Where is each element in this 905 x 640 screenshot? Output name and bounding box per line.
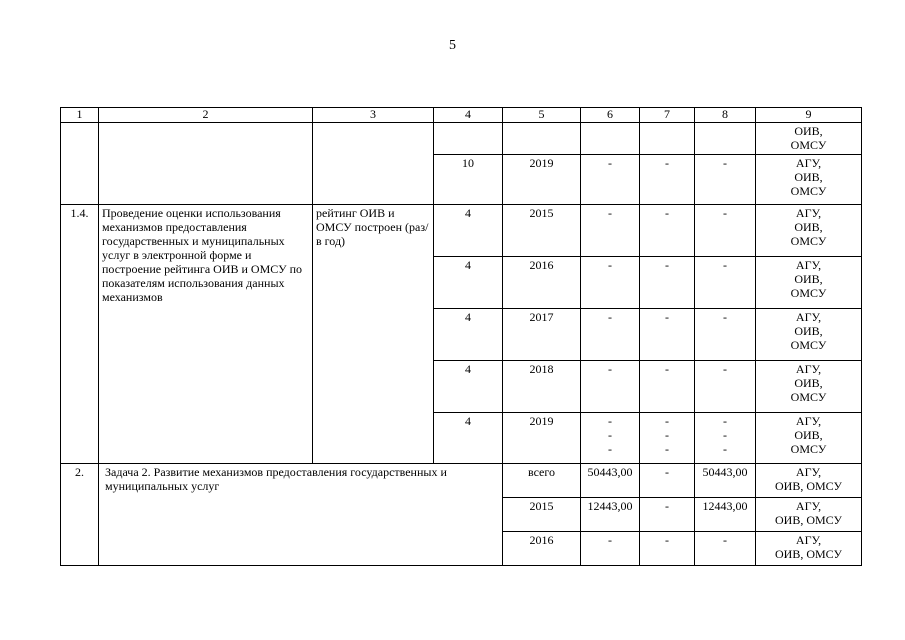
executor-cell: АГУ, ОИВ, ОМСУ bbox=[756, 532, 862, 566]
year-cell: 2016 bbox=[503, 257, 581, 309]
executor-cell: АГУ, ОИВ, ОМСУ bbox=[756, 309, 862, 361]
value-cell: - bbox=[695, 532, 756, 566]
value-cell: - bbox=[581, 309, 640, 361]
number-cell bbox=[61, 123, 99, 205]
year-cell: 2015 bbox=[503, 498, 581, 532]
value-cell: - bbox=[640, 257, 695, 309]
value-cell: - bbox=[695, 257, 756, 309]
value-cell: - - - bbox=[581, 413, 640, 464]
value-cell: - bbox=[695, 155, 756, 205]
header-cell: 9 bbox=[756, 108, 862, 123]
year-cell: 2019 bbox=[503, 413, 581, 464]
value-cell: 4 bbox=[434, 309, 503, 361]
value-cell: 4 bbox=[434, 205, 503, 257]
header-cell: 5 bbox=[503, 108, 581, 123]
value-cell: - - - bbox=[695, 413, 756, 464]
value-cell: - bbox=[581, 205, 640, 257]
number-cell: 2. bbox=[61, 464, 99, 566]
value-cell bbox=[434, 123, 503, 155]
value-cell: 50443,00 bbox=[695, 464, 756, 498]
executor-cell: АГУ, ОИВ, ОМСУ bbox=[756, 205, 862, 257]
header-cell: 8 bbox=[695, 108, 756, 123]
header-cell: 2 bbox=[99, 108, 313, 123]
value-cell: - bbox=[640, 498, 695, 532]
year-cell: 2017 bbox=[503, 309, 581, 361]
value-cell: - bbox=[581, 361, 640, 413]
header-cell: 1 bbox=[61, 108, 99, 123]
executor-cell: ОИВ, ОМСУ bbox=[756, 123, 862, 155]
name-cell bbox=[99, 123, 313, 205]
value-cell bbox=[640, 123, 695, 155]
value-cell: - bbox=[581, 532, 640, 566]
table-row bbox=[61, 464, 862, 498]
value-cell: 10 bbox=[434, 155, 503, 205]
executor-cell: АГУ, ОИВ, ОМСУ bbox=[756, 361, 862, 413]
executor-cell: АГУ, ОИВ, ОМСУ bbox=[756, 464, 862, 498]
indicator-cell: рейтинг ОИВ и ОМСУ построен (раз/в год) bbox=[313, 205, 434, 464]
value-cell: 12443,00 bbox=[695, 498, 756, 532]
value-cell: - bbox=[640, 532, 695, 566]
indicator-cell bbox=[313, 123, 434, 205]
value-cell: - bbox=[695, 361, 756, 413]
value-cell bbox=[695, 123, 756, 155]
header-cell: 6 bbox=[581, 108, 640, 123]
header-cell: 4 bbox=[434, 108, 503, 123]
value-cell: 4 bbox=[434, 361, 503, 413]
year-cell: 2016 bbox=[503, 532, 581, 566]
value-cell: - bbox=[640, 205, 695, 257]
executor-cell: АГУ, ОИВ, ОМСУ bbox=[756, 257, 862, 309]
header-cell: 3 bbox=[313, 108, 434, 123]
year-cell: 2015 bbox=[503, 205, 581, 257]
value-cell: - bbox=[640, 155, 695, 205]
value-cell: - bbox=[640, 464, 695, 498]
task-cell: Задача 2. Развитие механизмов предоставления государственных и муниципальных услуг bbox=[99, 464, 503, 566]
value-cell: 12443,00 bbox=[581, 498, 640, 532]
executor-cell: АГУ, ОИВ, ОМСУ bbox=[756, 155, 862, 205]
value-cell bbox=[581, 123, 640, 155]
value-cell: 4 bbox=[434, 257, 503, 309]
program-table bbox=[60, 107, 862, 566]
header-cell: 7 bbox=[640, 108, 695, 123]
value-cell: - bbox=[640, 309, 695, 361]
value-cell: - bbox=[581, 257, 640, 309]
value-cell: - bbox=[695, 205, 756, 257]
number-cell: 1.4. bbox=[61, 205, 99, 464]
year-cell: 2019 bbox=[503, 155, 581, 205]
executor-cell: АГУ, ОИВ, ОМСУ bbox=[756, 498, 862, 532]
page-number: 5 bbox=[449, 38, 456, 53]
value-cell: - bbox=[581, 155, 640, 205]
year-cell bbox=[503, 123, 581, 155]
table-row bbox=[61, 205, 862, 257]
name-cell: Проведение оценки использования механизмов предоставления государственных и муниципальных услуг в электронной форме и построение рейтинга ОИВ и ОМСУ по показателям использования данных механизмов bbox=[99, 205, 313, 464]
header-row bbox=[61, 108, 862, 123]
table-row bbox=[61, 123, 862, 155]
value-cell: - bbox=[695, 309, 756, 361]
executor-cell: АГУ, ОИВ, ОМСУ bbox=[756, 413, 862, 464]
value-cell: - - - bbox=[640, 413, 695, 464]
year-cell: 2018 bbox=[503, 361, 581, 413]
value-cell: - bbox=[640, 361, 695, 413]
value-cell: 4 bbox=[434, 413, 503, 464]
year-cell: всего bbox=[503, 464, 581, 498]
value-cell: 50443,00 bbox=[581, 464, 640, 498]
